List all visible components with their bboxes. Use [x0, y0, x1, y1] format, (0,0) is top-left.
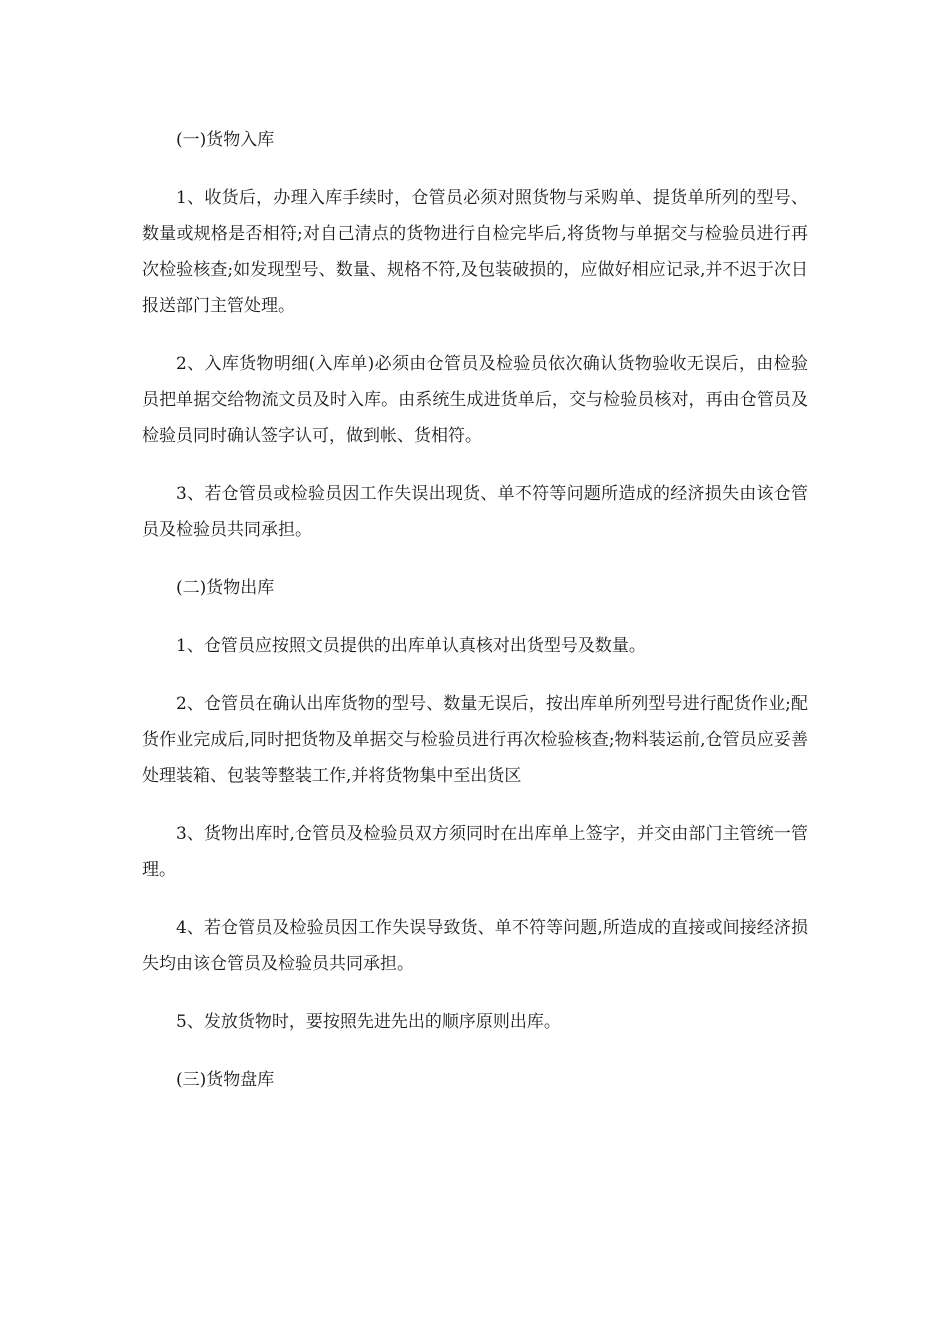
outbound-paragraph-3: 3、货物出库时,仓管员及检验员双方须同时在出库单上签字，并交由部门主管统一管理。 [142, 824, 808, 880]
outbound-paragraph-2: 2、仓管员在确认出库货物的型号、数量无误后，按出库单所列型号进行配货作业;配货作业完成后,同时把货物及单据交与检验员进行再次检验核查;物料装运前,仓管员应妥善处理装箱、包装等整装工作,并将货物集中至出货区 [142, 694, 808, 786]
outbound-paragraph-1: 1、仓管员应按照文员提供的出库单认真核对出货型号及数量。 [176, 636, 646, 656]
inbound-paragraph-3: 3、若仓管员或检验员因工作失误出现货、单不符等问题所造成的经济损失由该仓管员及检验员共同承担。 [142, 484, 808, 540]
section-heading-inbound: (一)货物入库 [176, 130, 275, 150]
inbound-paragraph-2: 2、入库货物明细(入库单)必须由仓管员及检验员依次确认货物验收无误后，由检验员把单据交给物流文员及时入库。由系统生成进货单后，交与检验员核对，再由仓管员及检验员同时确认签字认可，做到帐、货相符。 [142, 354, 808, 446]
inbound-paragraph-1: 1、收货后，办理入库手续时，仓管员必须对照货物与采购单、提货单所列的型号、数量或规格是否相符;对自己清点的货物进行自检完毕后,将货物与单据交与检验员进行再次检验核查;如发现型号、数量、规格不符,及包装破损的，应做好相应记录,并不迟于次日报送部门主管处理。 [142, 188, 808, 316]
outbound-paragraph-5: 5、发放货物时，要按照先进先出的顺序原则出库。 [176, 1012, 561, 1032]
section-heading-inventory: (三)货物盘库 [176, 1070, 275, 1090]
section-heading-outbound: (二)货物出库 [176, 578, 275, 598]
outbound-paragraph-4: 4、若仓管员及检验员因工作失误导致货、单不符等问题,所造成的直接或间接经济损失均由该仓管员及检验员共同承担。 [142, 918, 808, 974]
